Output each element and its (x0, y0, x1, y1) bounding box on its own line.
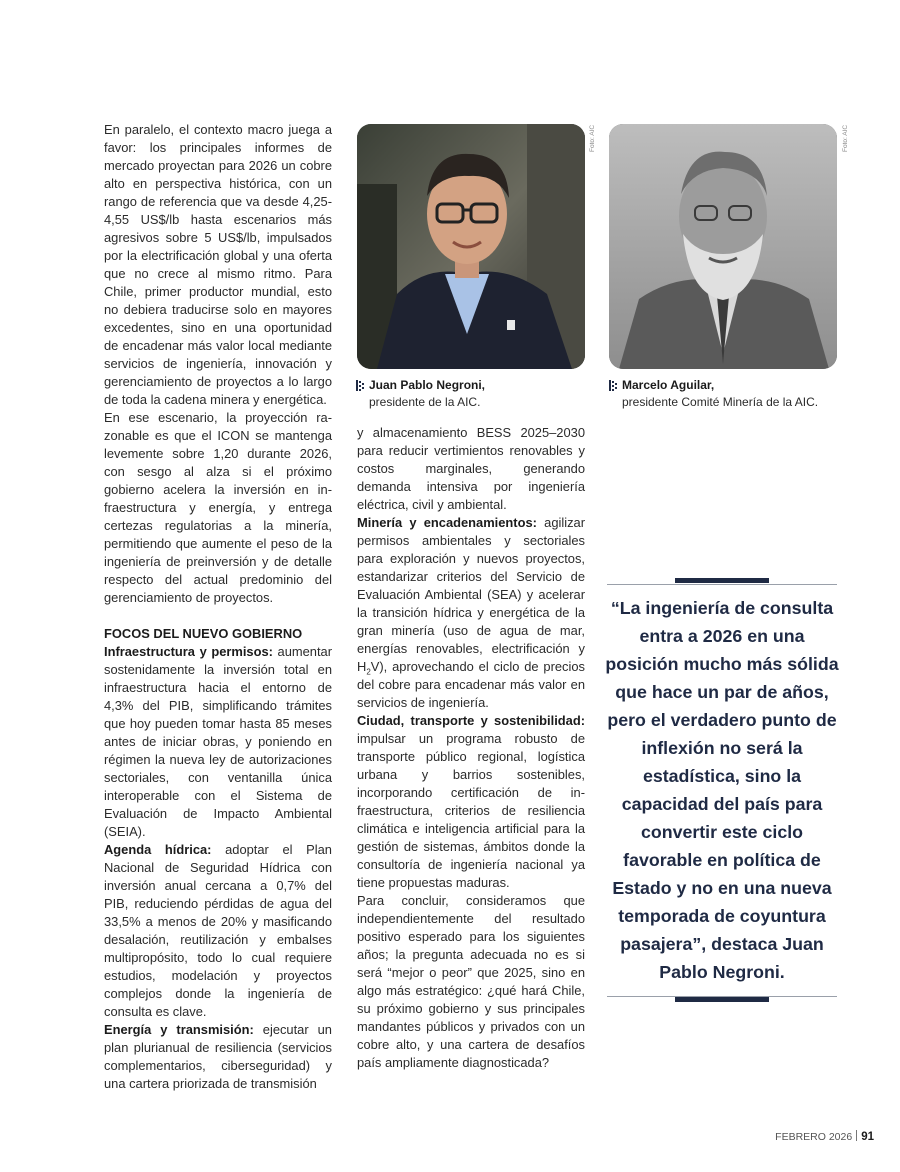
caption-marker-icon (609, 380, 618, 395)
page-number: 91 (861, 1131, 874, 1143)
body-paragraph: Para concluir, consideramos que independientemente del resultado positivo esperado para los siguientes años; la pregunta adecuada no es si será “mejor o peor” que 2025, sino en algo más estratégico: ¿qué hará Chile, su próximo gobierno y sus principales mandantes públicos y privados con un cobre alto, y una cartera de desafíos país ampliamente diagnosticada? (357, 893, 585, 1070)
photo-juan-pablo-negroni (357, 124, 585, 369)
caption-name: Juan Pablo Negroni, (369, 378, 486, 392)
photo-marcelo-aguilar (609, 124, 837, 369)
caption-role: presidente de la AIC. (369, 395, 481, 409)
footer-divider (856, 1130, 857, 1141)
portrait-image (609, 124, 837, 369)
issue-label: FEBRERO 2026 (775, 1131, 853, 1143)
item-heading: Energía y transmisión: (104, 1022, 254, 1037)
item-body: ejecutar un plan plurianual de resiliencia (servicios complementarios, ciberseguridad) y una cartera priorizada de transmisión (104, 1022, 332, 1091)
item-heading: Infraestructura y permisos: (104, 644, 273, 659)
item-body: aumentar sostenidamente la inversión total en infraestructura hacia el entorno de 4,3% del PIB, simplificando trámites que hoy pueden tomar hasta 85 meses antes de iniciar obras, y poniendo en régimen la nueva ley de autorizaciones sectoriales, con ventanilla única interoperable con el Sistema de Evaluación de Impacto Ambiental (SEIA). (104, 644, 333, 839)
photo-credit: Foto: AIC (842, 124, 849, 152)
item-body: adoptar el Plan Nacional de Seguridad Hídrica con inversión anual cercana a 0,7% del PIB, reduciendo pérdidas de agua del 33,5% a menos de 20% y masificando desalación, reutilización y embalses multipropósito, todo lo cual requiere estudios, modelación y proyectos complejos donde la ingeniería de consulta es clave. (104, 842, 332, 1019)
page-footer (775, 1130, 874, 1143)
item-heading: Minería y encadenamientos: (357, 515, 537, 530)
item-body: impulsar un programa robusto de transporte público regional, logística urbana y barrios sostenibles, incorporando certificación de infraestructura, criterios de resiliencia climática e inteligencia artificial para la gestión de sistemas, ámbitos donde la consultoría de ingeniería nacional ya tiene propuestas maduras. (357, 731, 585, 890)
item-body: agilizar permisos ambientales y sectoriales para exploración y nuevos proyectos, estandarizar criterios del Servicio de Evaluación Ambiental (SEA) y acelerar la transición hídrica y energética de la gran minería (uso de agua de mar, energías renovables, electrificación y H (357, 515, 585, 674)
quote-rule-top (607, 584, 837, 585)
list-item (104, 1021, 332, 1093)
photo-caption (356, 378, 586, 410)
list-item (104, 841, 332, 1021)
caption-role: presidente Comité Minería de la AIC. (622, 395, 819, 409)
body-paragraph: En paralelo, el contexto macro juega a favor: los principales informes de mercado proyectan para 2026 un cobre alto en perspectiva histórica, con un rango de referencia que va desde 4,25-4,55 US$/lb hasta escenarios más agresivos sobre 5 US$/lb, impulsados por la electrificación global y una oferta que no crece al mismo ritmo. Para Chile, primer productor mundial, esto no debiera traducirse solo en mayores excedentes, sino en una oportunidad de encadenar más valor local mediante servicios de ingeniería, innovación y gerenciamiento de proyectos a lo largo de toda la cadena minera y energética. (104, 122, 332, 407)
item-heading: Ciudad, transporte y sostenibilidad: (357, 713, 585, 728)
photo-credit: Foto: AIC (589, 124, 596, 152)
list-item (357, 712, 585, 892)
article-column-1 (104, 121, 332, 1093)
item-body: V), aprovechando el ciclo de precios del cobre para encadenar más valor en servicios de ingeniería. (357, 659, 585, 710)
photo-caption (609, 378, 839, 410)
caption-name: Marcelo Aguilar, (622, 378, 715, 392)
section-title: FOCOS DEL NUEVO GOBIERNO (104, 626, 303, 641)
list-item (104, 643, 332, 841)
quote-text: “La ingeniería de consulta entra a 2026 en una posición mucho más sólida que hace un par de años, pero el verdadero punto de inflexión no será la estadística, sino la capacidad del país para convertir este ciclo favorable en política de Estado y no en una nueva temporada de coyuntura pasajera”, destaca Juan Pablo Negroni. (605, 598, 839, 982)
body-paragraph: y almacenamiento BESS 2025–2030 para reducir vertimientos renovables y costos marginales, generando demanda intensiva por ingeniería eléctrica, civil y ambiental. (357, 425, 585, 512)
quote-bar-bottom (675, 997, 769, 1002)
subscript: 2 (366, 667, 371, 677)
body-paragraph: En ese escenario, la proyección razonable es que el ICON se mantenga levemente sobre 1,20 durante 2026, con sesgo al alza si el próximo gobierno acelera la inversión en infraestructura y energía, y entrega certezas regulatorias a la minería, permitiendo que aumente el peso de la ingeniería de preinversión y de detalle respecto del actual predominio del gerenciamiento de proyectos. (104, 410, 332, 605)
caption-marker-icon (356, 380, 365, 395)
article-column-2 (357, 424, 585, 1072)
list-item (357, 514, 585, 712)
portrait-image (357, 124, 585, 369)
item-heading: Agenda hídrica: (104, 842, 212, 857)
quote-bar-top (675, 578, 769, 583)
pull-quote (607, 578, 837, 1002)
